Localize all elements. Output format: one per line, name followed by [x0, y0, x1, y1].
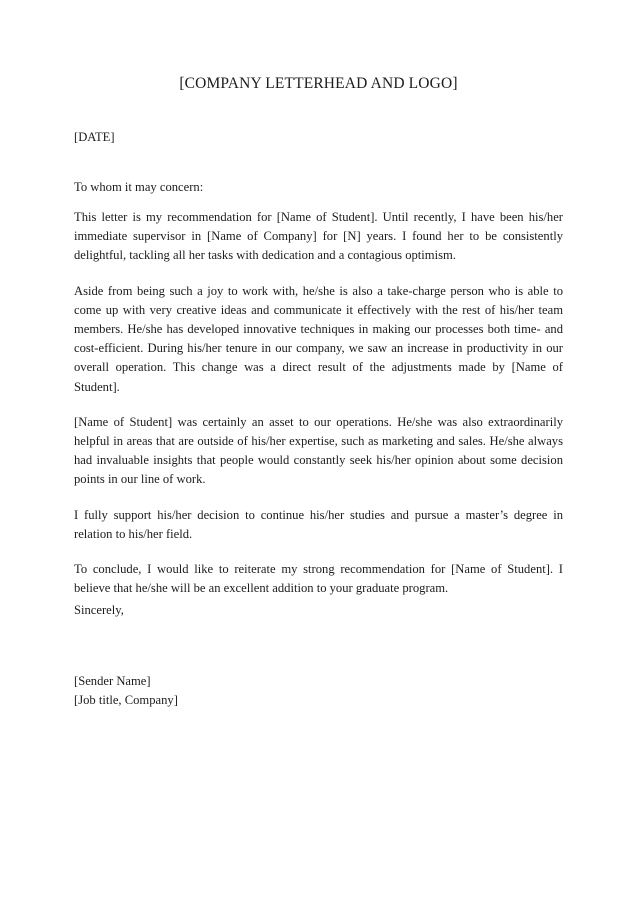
closing-line: Sincerely,: [74, 603, 124, 617]
body-paragraph-2: Aside from being such a joy to work with, he/she is also a take-charge person who is able to come up with very creative ideas and communicate it effectively with the rest of his/her team members. He/she has developed innovative techniques in making our processes both time- and cost-efficient. During his/her tenure in our company, we saw an increase in productivity in our overall operation. This change was a direct result of the adjustments made by [Name of Student].: [74, 283, 563, 394]
body-paragraph-3: [Name of Student] was certainly an asset to our operations. He/she was also extraordinarily helpful in areas that are outside of his/her expertise, such as marketing and sales. He/she always had invaluable insights that people would constantly seek his/her opinion about some decision points in our line of work.: [74, 414, 563, 487]
salutation-line: To whom it may concern:: [74, 180, 204, 194]
signature-block: [74, 672, 178, 710]
body-paragraph-4: I fully support his/her decision to continue his/her studies and pursue a master’s degree in relation to his/her field.: [74, 507, 563, 541]
sender-name-placeholder: [Sender Name]: [74, 674, 151, 688]
body-paragraph-1: This letter is my recommendation for [Name of Student]. Until recently, I have been his/her immediate supervisor in [Name of Company] for [N] years. I found her to be consistently delightful, tackling all her tasks with dedication and a contagious optimism.: [74, 210, 563, 263]
company-letterhead-placeholder: [COMPANY LETTERHEAD AND LOGO]: [179, 75, 458, 92]
letter-body: [74, 208, 563, 598]
job-title-company-placeholder: [Job title, Company]: [74, 693, 178, 707]
body-paragraph-5: To conclude, I would like to reiterate my strong recommendation for [Name of Student]. I believe that he/she will be an excellent addition to your graduate program.: [74, 562, 563, 596]
date-placeholder: [DATE]: [74, 130, 115, 144]
